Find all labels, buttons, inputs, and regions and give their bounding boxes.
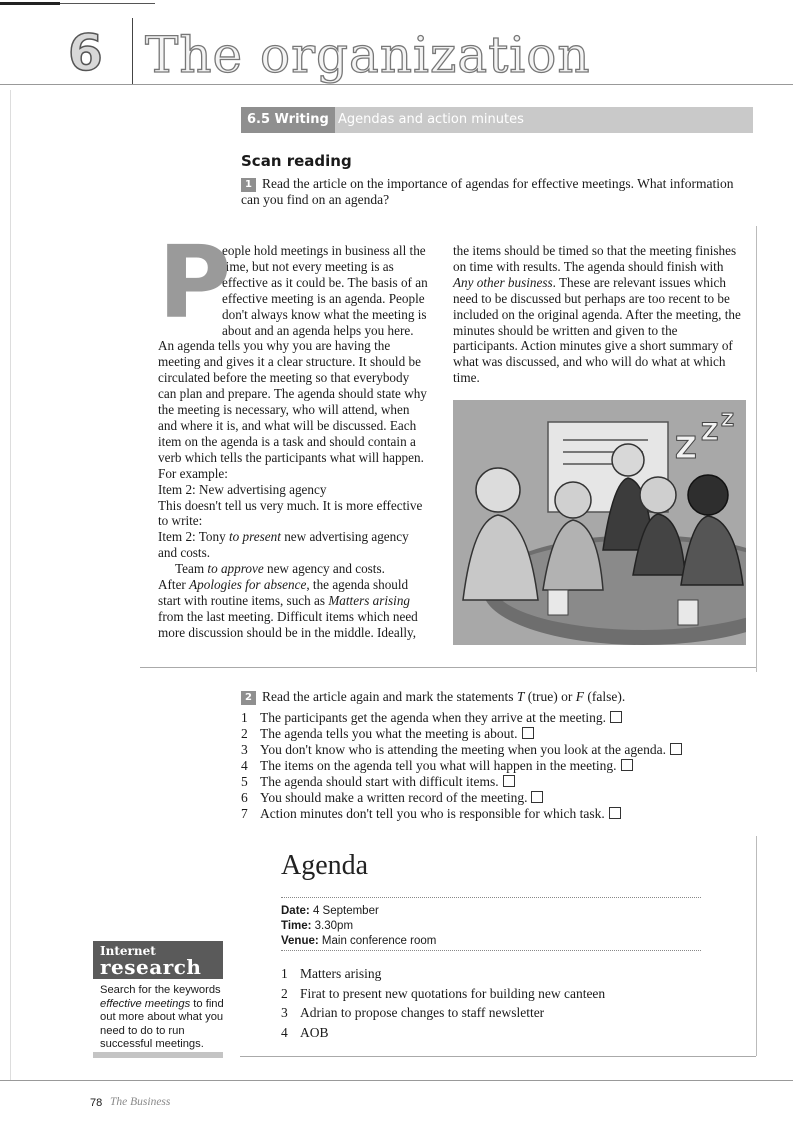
- article-paragraph-3: After Apologies for absence, the agenda should start with routine items, such as Matters arising from the last meeting. Difficult items which need more discussion should be in the middle. Ideally,: [158, 577, 418, 640]
- book-title: The Business: [110, 1096, 171, 1108]
- unit-number: 6: [68, 24, 103, 82]
- agenda-item: 2 Firat to present new quotations for building new canteen: [281, 985, 606, 1001]
- agenda-rule-bottom: [281, 950, 701, 951]
- meeting-cartoon: [453, 400, 746, 645]
- agenda-item: 3 Adrian to propose changes to staff newsletter: [281, 1005, 545, 1020]
- exercise-2-number: 2: [241, 691, 256, 705]
- internet-research-bar: [93, 1052, 223, 1058]
- internet-research-label-2: research: [100, 955, 202, 979]
- agenda-time: Time: 3.30pm: [281, 920, 354, 932]
- internet-research-text: Search for the keywords effective meetings to find out more about what you need to do to run successful meetings.: [100, 984, 224, 1050]
- agenda-items-list: [281, 964, 711, 1042]
- answer-checkbox[interactable]: [670, 743, 682, 755]
- meeting-illustration: [453, 400, 746, 645]
- agenda-item: 4 AOB: [281, 1024, 329, 1040]
- unit-title: The organization: [145, 26, 591, 84]
- section-title: Agendas and action minutes: [338, 112, 524, 127]
- unit-divider: [132, 18, 133, 84]
- svg-text:Z: Z: [701, 418, 719, 446]
- page-number: 78: [90, 1097, 103, 1109]
- answer-checkbox[interactable]: [531, 791, 543, 803]
- statement-item: 7 Action minutes don't tell you who is responsible for which task.: [241, 806, 746, 822]
- top-rule: [0, 2, 60, 5]
- internet-research-label-1: Internet: [100, 944, 156, 958]
- article-paragraph-4: the items should be timed so that the meeting finishes on time with results. The agenda should finish with Any other business. These are relevant issues which need to be discussed but perhaps are too recent to be included on the original agenda. After the meeting, the minutes should be written and given to the participants. Action minutes give a short summary of what was discussed, and who will do what at which time.: [453, 243, 741, 386]
- article-left-column: [158, 224, 430, 641]
- article-bottom-rule: [140, 667, 756, 668]
- statement-item: 1 The participants get the agenda when they arrive at the meeting.: [241, 710, 746, 726]
- agenda-bottom-rule: [240, 1056, 756, 1057]
- article-example-1: Item 2: New advertising agency: [158, 481, 327, 497]
- statement-item: 4 The items on the agenda tell you what will happen in the meeting.: [241, 758, 746, 774]
- page-margin-line: [10, 90, 11, 1080]
- agenda-rule-top: [281, 897, 701, 898]
- header-rule: [0, 84, 793, 85]
- agenda-venue: Venue: Main conference room: [281, 935, 437, 947]
- answer-checkbox[interactable]: [522, 727, 534, 739]
- statement-item: 5 The agenda should start with difficult items.: [241, 774, 746, 790]
- article-example-2: Item 2: Tony to present new advertising agency and costs.: [158, 529, 409, 561]
- exercise-1-instruction: [241, 176, 746, 208]
- exercise-1-text: Read the article on the importance of agendas for effective meetings. What information can you find on an agenda?: [241, 176, 734, 207]
- top-rule-thin: [60, 3, 155, 4]
- article-right-column: [453, 243, 743, 386]
- article-paragraph-1: eople hold meetings in business all the time, but not every meeting is as effective as it could be. The basis of an effective meeting is an agenda. People don't always know what the meeting is about and an agenda helps you here. An agenda tells you why you are having the meeting and gives it a clear structure. It should be circulated before the meeting so that everybody can plan and prepare. The agenda should state why the meeting is necessary, who will attend, when and where it is, and what will be discussed. Each item on the agenda is a task and should contain a verb which tells the participants what will happen. For example:: [158, 243, 428, 481]
- agenda-meta: [281, 904, 436, 949]
- svg-text:Z: Z: [721, 410, 735, 431]
- agenda-title: Agenda: [281, 850, 369, 881]
- answer-checkbox[interactable]: [621, 759, 633, 771]
- statement-item: 6 You should make a written record of the meeting.: [241, 790, 746, 806]
- answer-checkbox[interactable]: [609, 807, 621, 819]
- statements-list: [241, 710, 746, 822]
- statement-item: 2 The agenda tells you what the meeting is about.: [241, 726, 746, 742]
- section-tag: 6.5 Writing: [241, 107, 335, 133]
- exercise-1-number: 1: [241, 178, 256, 192]
- svg-text:Z: Z: [675, 431, 697, 466]
- article-paragraph-2: This doesn't tell us very much. It is more effective to write:: [158, 497, 423, 529]
- scan-reading-heading: Scan reading: [241, 152, 352, 170]
- footer-rule: [0, 1080, 793, 1081]
- drop-cap: P: [158, 224, 232, 341]
- agenda-item: 1 Matters arising: [281, 966, 382, 981]
- answer-checkbox[interactable]: [503, 775, 515, 787]
- article-example-3: Team to approve new agency and costs.: [175, 561, 385, 577]
- answer-checkbox[interactable]: [610, 711, 622, 723]
- exercise-2-instruction: 2 Read the article again and mark the statements T (true) or F (false).: [241, 689, 746, 705]
- statement-item: 3 You don't know who is attending the meeting when you look at the agenda.: [241, 742, 746, 758]
- agenda-date: Date: 4 September: [281, 905, 379, 917]
